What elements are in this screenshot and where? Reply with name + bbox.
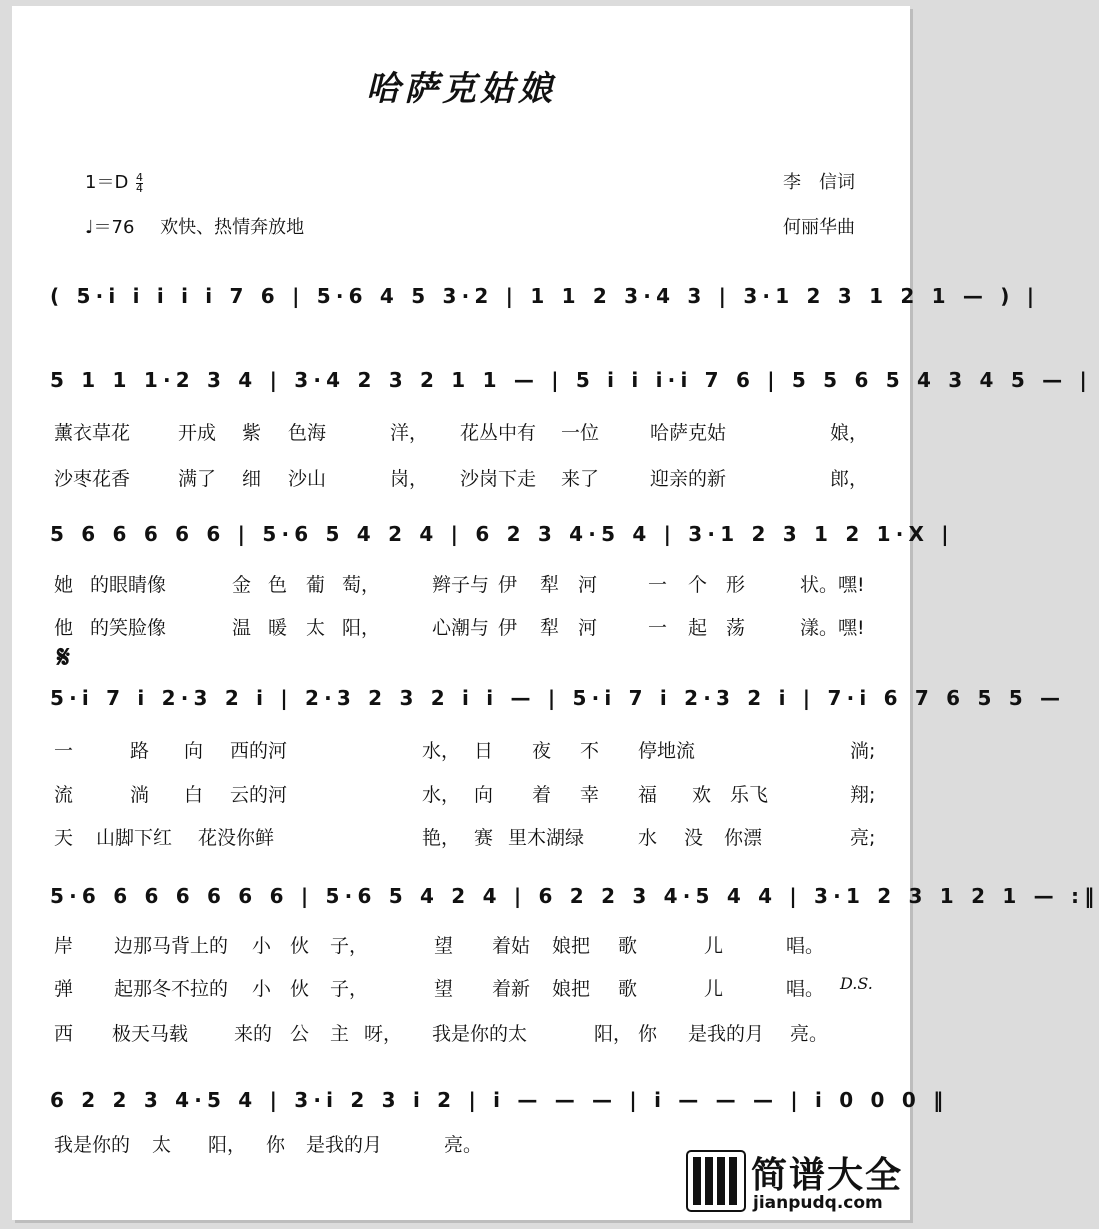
lyric-syllable: 你 bbox=[638, 1023, 658, 1045]
lyric-syllable: 花没你鲜 bbox=[198, 827, 275, 849]
lyric-syllable: 是我的月 bbox=[688, 1023, 765, 1045]
lyric-syllable: 温 bbox=[232, 617, 252, 639]
lyric-syllable: 幸 bbox=[580, 784, 600, 806]
lyric-syllable: 赛 bbox=[474, 827, 494, 849]
lyric-syllable: 辫子与 bbox=[432, 574, 490, 596]
key-label: 1＝D bbox=[85, 172, 129, 193]
lyric-syllable: 色海 bbox=[288, 422, 327, 444]
expression-mark: 欢快、热情奔放地 bbox=[160, 217, 305, 238]
lyric-syllable: 子， bbox=[330, 935, 369, 957]
lyric-syllable: 色 bbox=[268, 574, 288, 596]
lyric-syllable: 极天马载 bbox=[112, 1023, 189, 1045]
lyric-syllable: 沙山 bbox=[288, 468, 327, 490]
lyric-syllable: 我是你的 bbox=[54, 1134, 131, 1156]
lyric-syllable: 娘， bbox=[830, 422, 869, 444]
ds-mark: D.S. bbox=[840, 974, 873, 993]
composer-credit: 何丽华曲 bbox=[783, 217, 855, 238]
lyric-syllable: 着姑 bbox=[492, 935, 531, 957]
lyric-syllable: 犁 bbox=[540, 617, 560, 639]
lyric-syllable: 弹 bbox=[54, 978, 74, 1000]
lyric-syllable: 福 bbox=[638, 784, 658, 806]
staff-line bbox=[12, 686, 1066, 726]
lyric-syllable: 一 bbox=[648, 574, 668, 596]
lyric-syllable: 伙 bbox=[290, 935, 310, 957]
staff-line bbox=[12, 1088, 949, 1128]
lyric-syllable: 不 bbox=[580, 740, 600, 762]
staff-line bbox=[12, 884, 1099, 924]
lyric-syllable: 白 bbox=[184, 784, 204, 806]
lyric-syllable: 状。嘿! bbox=[800, 574, 865, 596]
lyric-syllable: 水， bbox=[422, 740, 461, 762]
lyric-syllable: 你 bbox=[266, 1134, 286, 1156]
lyric-syllable: 太 bbox=[306, 617, 326, 639]
lyric-syllable: 河 bbox=[578, 574, 598, 596]
lyric-syllable: 阳， bbox=[208, 1134, 247, 1156]
lyric-syllable: 云的河 bbox=[230, 784, 288, 806]
lyric-syllable: 岸 bbox=[54, 935, 74, 957]
lyric-syllable: 他 bbox=[54, 617, 74, 639]
lyric-syllable: 漾。嘿! bbox=[800, 617, 865, 639]
lyric-syllable: 公 bbox=[290, 1023, 310, 1045]
lyric-syllable: 西的河 bbox=[230, 740, 288, 762]
staff-notes: ( 5·i i i i i 7 6 | 5·6 4 5 3·2 | 1 1 2 3·4 3 | 3·1 2 3 1 2 1 — ) | bbox=[50, 284, 1040, 308]
lyric-syllable: 河 bbox=[578, 617, 598, 639]
lyric-syllable: 郎， bbox=[830, 468, 869, 490]
staff-notes: 5 6 6 6 6 6 | 5·6 5 4 2 4 | 6 2 3 4·5 4 | 3·1 2 3 1 2 1·X | bbox=[50, 522, 954, 546]
lyric-syllable: 哈萨克姑 bbox=[650, 422, 727, 444]
lyric-syllable: 水， bbox=[422, 784, 461, 806]
lyric-syllable: 欢 bbox=[692, 784, 712, 806]
watermark-url: jianpudq.com bbox=[753, 1193, 883, 1213]
lyric-syllable: 小 bbox=[252, 935, 272, 957]
lyric-syllable: 一 bbox=[648, 617, 668, 639]
lyric-syllable: 细 bbox=[242, 468, 262, 490]
lyric-syllable: 太 bbox=[152, 1134, 172, 1156]
staff-notes: 5 1 1 1·2 3 4 | 3·4 2 3 2 1 1 — | 5 i i i·i 7 6 | 5 5 6 5 4 3 4 5 — | bbox=[50, 368, 1092, 392]
lyric-syllable: 唱。 bbox=[786, 978, 825, 1000]
lyric-syllable: 花丛中有 bbox=[460, 422, 537, 444]
lyric-syllable: 流 bbox=[54, 784, 74, 806]
lyric-syllable: 萄， bbox=[342, 574, 381, 596]
lyric-syllable: 夜 bbox=[532, 740, 552, 762]
lyric-syllable: 阳， bbox=[594, 1023, 633, 1045]
lyric-syllable: 子， bbox=[330, 978, 369, 1000]
staff-notes: 5·6 6 6 6 6 6 6 | 5·6 5 4 2 4 | 6 2 2 3 4·5 4 4 | 3·1 2 3 1 2 1 — :‖ bbox=[50, 884, 1099, 908]
score-page bbox=[12, 6, 1099, 1220]
lyric-syllable: 天 bbox=[54, 827, 74, 849]
lyric-syllable: 葡 bbox=[306, 574, 326, 596]
lyric-syllable: 洋， bbox=[390, 422, 429, 444]
lyric-syllable: 来了 bbox=[561, 468, 600, 490]
lyric-syllable: 唱。 bbox=[786, 935, 825, 957]
staff-line bbox=[12, 284, 1040, 324]
lyric-syllable: 暖 bbox=[268, 617, 288, 639]
staff-notes: 6 2 2 3 4·5 4 | 3·i 2 3 i 2 | i — — — | i — — — | i 0 0 0 ‖ bbox=[50, 1088, 949, 1112]
lyric-syllable: 沙枣花香 bbox=[54, 468, 131, 490]
lyric-syllable: 开成 bbox=[178, 422, 217, 444]
lyric-syllable: 犁 bbox=[540, 574, 560, 596]
lyric-syllable: 亮。 bbox=[790, 1023, 829, 1045]
lyric-syllable: 迎亲的新 bbox=[650, 468, 727, 490]
lyric-syllable: 亮; bbox=[850, 827, 876, 849]
lyric-syllable: 形 bbox=[726, 574, 746, 596]
segno-mark: 𝄋 bbox=[57, 640, 70, 675]
lyric-syllable: 起 bbox=[688, 617, 708, 639]
lyric-syllable: 来的 bbox=[234, 1023, 273, 1045]
lyric-syllable: 停地流 bbox=[638, 740, 696, 762]
lyric-syllable: 着新 bbox=[492, 978, 531, 1000]
lyric-syllable: 山脚下红 bbox=[96, 827, 173, 849]
staff-line bbox=[12, 368, 1092, 408]
lyric-syllable: 娘把 bbox=[552, 935, 591, 957]
lyric-syllable: 她 bbox=[54, 574, 74, 596]
lyric-syllable: 小 bbox=[252, 978, 272, 1000]
lyric-syllable: 心潮与 bbox=[432, 617, 490, 639]
lyricist-credit: 李 信词 bbox=[783, 172, 855, 193]
staff-line bbox=[12, 522, 954, 562]
lyric-syllable: 主 bbox=[330, 1023, 350, 1045]
lyric-syllable: 路 bbox=[130, 740, 150, 762]
lyric-syllable: 娘把 bbox=[552, 978, 591, 1000]
watermark-name: 简谱大全 bbox=[751, 1155, 904, 1196]
lyric-syllable: 你漂 bbox=[724, 827, 763, 849]
lyric-syllable: 个 bbox=[688, 574, 708, 596]
lyric-syllable: 着 bbox=[532, 784, 552, 806]
lyric-syllable: 歌 bbox=[618, 978, 638, 1000]
lyric-syllable: 水 bbox=[638, 827, 658, 849]
lyric-syllable: 满了 bbox=[178, 468, 217, 490]
watermark-logo bbox=[685, 1145, 910, 1220]
lyric-syllable: 阳， bbox=[342, 617, 381, 639]
lyric-syllable: 西 bbox=[54, 1023, 74, 1045]
lyric-syllable: 金 bbox=[232, 574, 252, 596]
lyric-syllable: 艳， bbox=[422, 827, 461, 849]
lyric-syllable: 的眼睛像 bbox=[90, 574, 167, 596]
lyric-syllable: 翔; bbox=[850, 784, 876, 806]
lyric-syllable: 一 bbox=[54, 740, 74, 762]
lyric-syllable: 荡 bbox=[726, 617, 746, 639]
lyric-syllable: 一位 bbox=[561, 422, 600, 444]
song-title: 哈萨克姑娘 bbox=[366, 69, 556, 109]
lyric-syllable: 起那冬不拉的 bbox=[114, 978, 229, 1000]
lyric-syllable: 里木湖绿 bbox=[508, 827, 585, 849]
lyric-syllable: 向 bbox=[474, 784, 494, 806]
lyric-syllable: 边那马背上的 bbox=[114, 935, 229, 957]
lyric-syllable: 伊 bbox=[498, 574, 518, 596]
lyric-syllable: 儿 bbox=[704, 978, 724, 1000]
tempo-line bbox=[85, 213, 304, 239]
lyric-syllable: 呀， bbox=[364, 1023, 403, 1045]
lyric-syllable: 伊 bbox=[498, 617, 518, 639]
lyric-syllable: 淌 bbox=[130, 784, 150, 806]
staff-notes: 5·i 7 i 2·3 2 i | 2·3 2 3 2 i i — | 5·i 7 i 2·3 2 i | 7·i 6 7 6 5 5 — bbox=[50, 686, 1066, 710]
lyric-syllable: 乐飞 bbox=[730, 784, 769, 806]
lyric-syllable: 日 bbox=[474, 740, 494, 762]
lyric-syllable: 伙 bbox=[290, 978, 310, 1000]
lyric-syllable: 的笑脸像 bbox=[90, 617, 167, 639]
lyric-syllable: 向 bbox=[184, 740, 204, 762]
lyric-syllable: 沙岗下走 bbox=[460, 468, 537, 490]
lyric-syllable: 望 bbox=[434, 935, 454, 957]
lyric-syllable: 是我的月 bbox=[306, 1134, 383, 1156]
key-signature bbox=[85, 168, 143, 194]
tempo-mark: ♩＝76 bbox=[85, 217, 135, 238]
lyric-syllable: 紫 bbox=[242, 422, 262, 444]
lyric-syllable: 薰衣草花 bbox=[54, 422, 131, 444]
lyric-syllable: 望 bbox=[434, 978, 454, 1000]
lyric-syllable: 歌 bbox=[618, 935, 638, 957]
time-signature: $\frac{4}{4}$ bbox=[136, 170, 144, 195]
lyric-syllable: 亮。 bbox=[444, 1134, 483, 1156]
lyric-syllable: 我是你的太 bbox=[432, 1023, 528, 1045]
lyric-syllable: 没 bbox=[684, 827, 704, 849]
lyric-syllable: 淌; bbox=[850, 740, 876, 762]
lyric-syllable: 儿 bbox=[704, 935, 724, 957]
lyric-syllable: 岗， bbox=[390, 468, 429, 490]
